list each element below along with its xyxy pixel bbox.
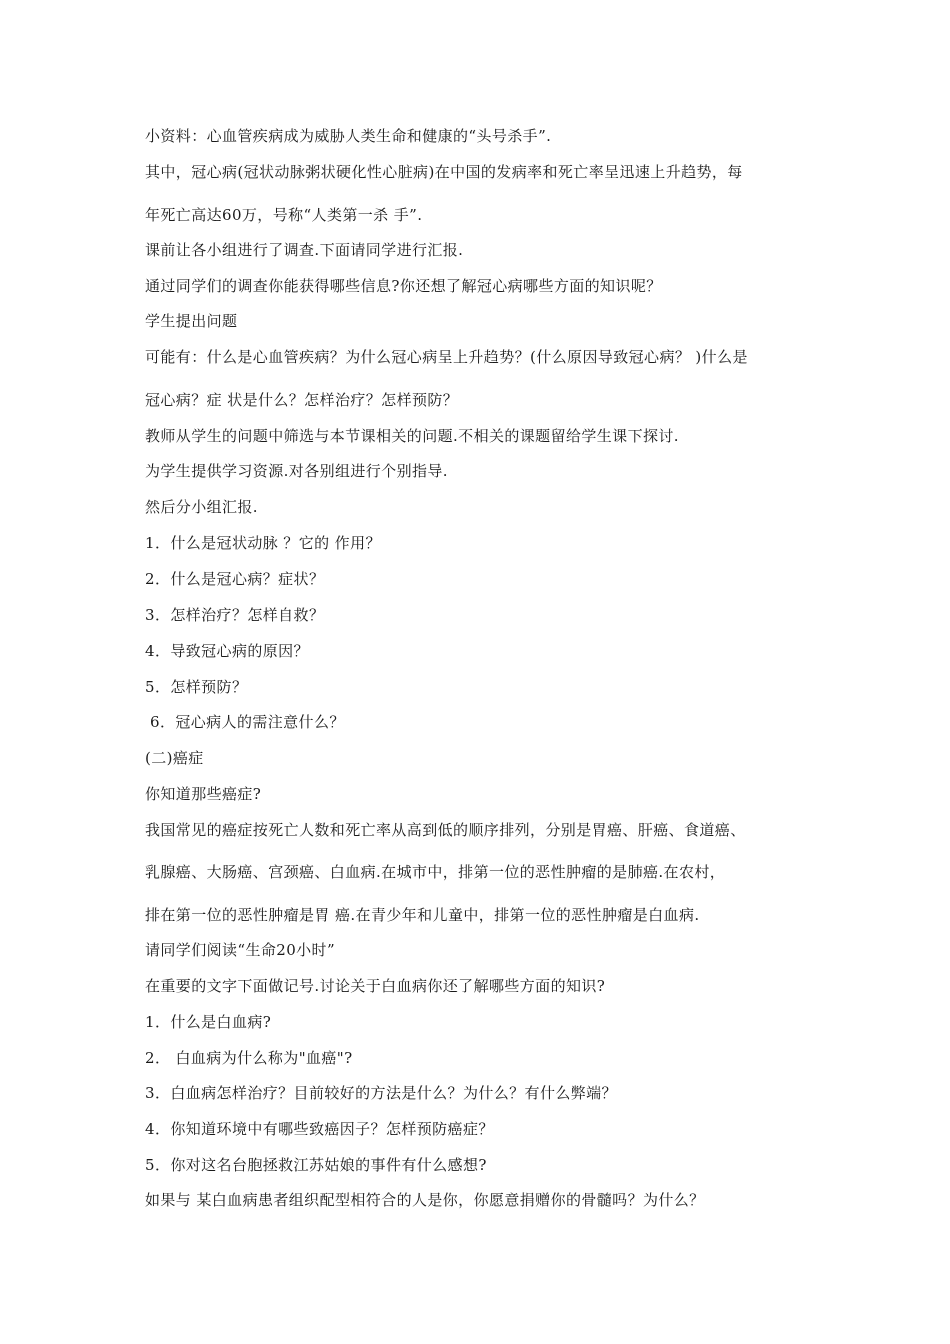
paragraph-line: 教师从学生的问题中筛选与本节课相关的问题.不相关的课题留给学生课下探讨. [145,427,679,445]
paragraph-line: 排在第一位的恶性肿瘤是胃 癌.在青少年和儿童中，排第一位的恶性肿瘤是白血病. [145,906,700,924]
paragraph-line: 学生提出问题 [145,312,238,330]
list-item: 4．导致冠心病的原因？ [145,642,309,660]
list-item: 5．怎样预防？ [145,678,248,696]
paragraph-line: 课前让各小组进行了调查.下面请同学进行汇报. [145,241,464,259]
list-item: 2． 白血病为什么称为"血癌"? [145,1049,353,1067]
list-item: 4．你知道环境中有哪些致癌因子？怎样预防癌症？ [145,1120,494,1138]
paragraph-line: 你知道那些癌症? [145,785,262,803]
paragraph-line: 通过同学们的调查你能获得哪些信息?你还想了解冠心病哪些方面的知识呢？ [145,277,662,295]
paragraph-line: 在重要的文字下面做记号.讨论关于白血病你还了解哪些方面的知识? [145,977,606,995]
list-item: 1．什么是冠状动脉 ？它的 作用？ [145,534,381,552]
paragraph-line: 其中，冠心病(冠状动脉粥状硬化性心脏病)在中国的发病率和死亡率呈迅速上升趋势，每 [145,163,743,181]
paragraph-line: 小资料：心血管疾病成为威胁人类生命和健康的“头号杀手”. [145,127,552,145]
list-item: 3．怎样治疗？怎样自救？ [145,606,325,624]
list-item: 2．什么是冠心病？症状？ [145,570,325,588]
list-item: 5．你对这名台胞拯救江苏姑娘的事件有什么感想? [145,1156,487,1174]
paragraph-line: 请同学们阅读“生命20小时” [145,941,336,959]
paragraph-line: 年死亡高达60万，号称“人类第一杀 手”. [145,206,423,224]
list-item: 6．冠心病人的需注意什么？ [150,713,345,731]
section-heading: (二)癌症 [145,749,204,767]
paragraph-line: 然后分小组汇报. [145,498,258,516]
list-item: 3．白血病怎样治疗？目前较好的方法是什么？为什么？有什么弊端？ [145,1084,617,1102]
paragraph-line: 冠心病？症 状是什么？怎样治疗？怎样预防？ [145,391,459,409]
paragraph-line: 如果与 某白血病患者组织配型相符合的人是你，你愿意捐赠你的骨髓吗？为什么？ [145,1191,705,1209]
paragraph-line: 我国常见的癌症按死亡人数和死亡率从高到低的顺序排列，分别是胃癌、肝癌、食道癌、 [145,821,746,839]
paragraph-line: 乳腺癌、大肠癌、宫颈癌、白血病.在城市中，排第一位的恶性肿瘤的是肺癌.在农村， [145,863,726,881]
paragraph-line: 可能有：什么是心血管疾病？为什么冠心病呈上升趋势？(什么原因导致冠心病？ )什么是 [145,348,748,366]
paragraph-line: 为学生提供学习资源.对各别组进行个别指导. [145,462,448,480]
list-item: 1．什么是白血病? [145,1013,272,1031]
